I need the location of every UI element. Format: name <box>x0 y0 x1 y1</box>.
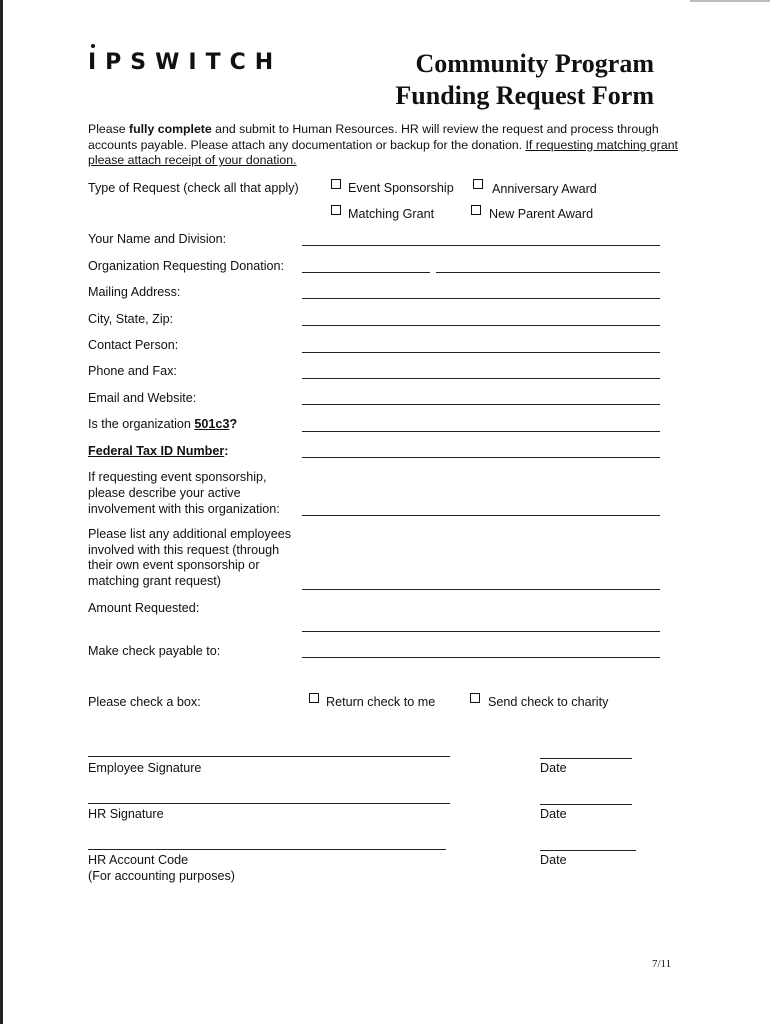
instructions <box>88 122 688 169</box>
is-501c3-label <box>88 416 237 432</box>
check-payable-field[interactable] <box>302 657 660 658</box>
request-type-label: Type of Request (check all that apply) <box>88 181 299 195</box>
additional-employees-field[interactable] <box>302 589 660 590</box>
additional-line4: matching grant request) <box>88 573 222 588</box>
employee-date-label: Date <box>540 761 567 775</box>
event-sponsorship-description-label <box>88 469 280 517</box>
hr-account-date-field[interactable] <box>540 850 636 851</box>
anniversary-award-label: Anniversary Award <box>492 182 597 196</box>
hr-account-code-field[interactable] <box>88 849 446 850</box>
hr-account-date-label: Date <box>540 853 567 867</box>
hr-signature-field[interactable] <box>88 803 450 804</box>
new-parent-award-checkbox[interactable] <box>471 205 481 215</box>
is-501c3-pre: Is the organization <box>88 417 195 431</box>
event-sponsorship-line1: If requesting event sponsorship, <box>88 470 267 484</box>
name-division-label: Your Name and Division: <box>88 232 227 246</box>
instructions-part1: Please <box>88 122 130 136</box>
organization-field-b[interactable] <box>436 272 660 273</box>
employee-signature-field[interactable] <box>88 756 450 757</box>
hr-account-code-label <box>88 852 235 884</box>
federal-tax-id-label <box>88 443 228 459</box>
federal-tax-id-colon: : <box>224 444 229 458</box>
return-check-checkbox[interactable] <box>309 693 319 703</box>
mailing-address-label: Mailing Address: <box>88 285 181 299</box>
check-payable-label: Make check payable to: <box>88 644 221 658</box>
hr-date-label: Date <box>540 807 567 821</box>
additional-line3: their own event sponsorship or <box>88 558 260 572</box>
instructions-part2: and submit to Human Resources. HR will review the request and process through accounts payable. Please attach any documentation or backup for the donation. <box>88 122 659 152</box>
hr-account-line2: (For accounting purposes) <box>88 869 235 883</box>
matching-grant-label: Matching Grant <box>348 207 435 221</box>
is-501c3-field[interactable] <box>302 431 660 432</box>
new-parent-award-label: New Parent Award <box>489 207 594 221</box>
page-edge-top <box>690 0 770 2</box>
additional-line2: involved with this request (through <box>88 542 280 557</box>
hr-signature-label: HR Signature <box>88 807 164 821</box>
name-division-field[interactable] <box>302 245 660 246</box>
ipswitch-logo: IPSWITCH <box>88 50 283 75</box>
page-edge <box>0 0 3 1024</box>
federal-tax-id-field[interactable] <box>302 457 660 458</box>
amount-requested-label: Amount Requested: <box>88 601 200 615</box>
revision-date: 7/11 <box>652 958 672 970</box>
send-to-charity-checkbox[interactable] <box>470 693 480 703</box>
mailing-address-field[interactable] <box>302 298 660 299</box>
event-sponsorship-line3: involvement with this organization: <box>88 502 280 516</box>
instructions-underlined: If requesting matching grant please attach receipt of your donation. <box>88 137 678 168</box>
contact-person-field[interactable] <box>302 352 660 353</box>
return-check-label: Return check to me <box>326 695 436 709</box>
logo-dot <box>91 44 95 48</box>
contact-person-label: Contact Person: <box>88 338 179 352</box>
form-title <box>300 48 654 112</box>
event-sponsorship-line2: please describe your active <box>88 486 241 500</box>
phone-fax-field[interactable] <box>302 378 660 379</box>
event-sponsorship-label: Event Sponsorship <box>348 181 454 195</box>
additional-line1: Please list any additional employees <box>88 527 292 541</box>
check-box-label: Please check a box: <box>88 695 201 709</box>
anniversary-award-checkbox[interactable] <box>473 179 483 189</box>
amount-requested-field[interactable] <box>302 631 660 632</box>
matching-grant-checkbox[interactable] <box>331 205 341 215</box>
city-state-zip-label: City, State, Zip: <box>88 312 174 326</box>
form-title-line1: Community Program <box>415 49 654 78</box>
phone-fax-label: Phone and Fax: <box>88 364 177 378</box>
form-title-line2: Funding Request Form <box>395 81 654 110</box>
organization-field-a[interactable] <box>302 272 430 273</box>
send-to-charity-label: Send check to charity <box>488 695 609 709</box>
employee-date-field[interactable] <box>540 758 632 759</box>
event-sponsorship-description-field[interactable] <box>302 515 660 516</box>
email-website-label: Email and Website: <box>88 391 197 405</box>
email-website-field[interactable] <box>302 404 660 405</box>
organization-label: Organization Requesting Donation: <box>88 259 285 273</box>
city-state-zip-field[interactable] <box>302 325 660 326</box>
additional-employees-label <box>88 527 291 589</box>
hr-date-field[interactable] <box>540 804 632 805</box>
event-sponsorship-checkbox[interactable] <box>331 179 341 189</box>
federal-tax-id-text: Federal Tax ID Number <box>88 444 225 458</box>
instructions-bold: fully complete <box>129 122 212 136</box>
is-501c3-post: ? <box>229 417 238 431</box>
hr-account-line1: HR Account Code <box>88 853 189 867</box>
is-501c3-code: 501c3 <box>194 417 230 431</box>
employee-signature-label: Employee Signature <box>88 761 202 775</box>
